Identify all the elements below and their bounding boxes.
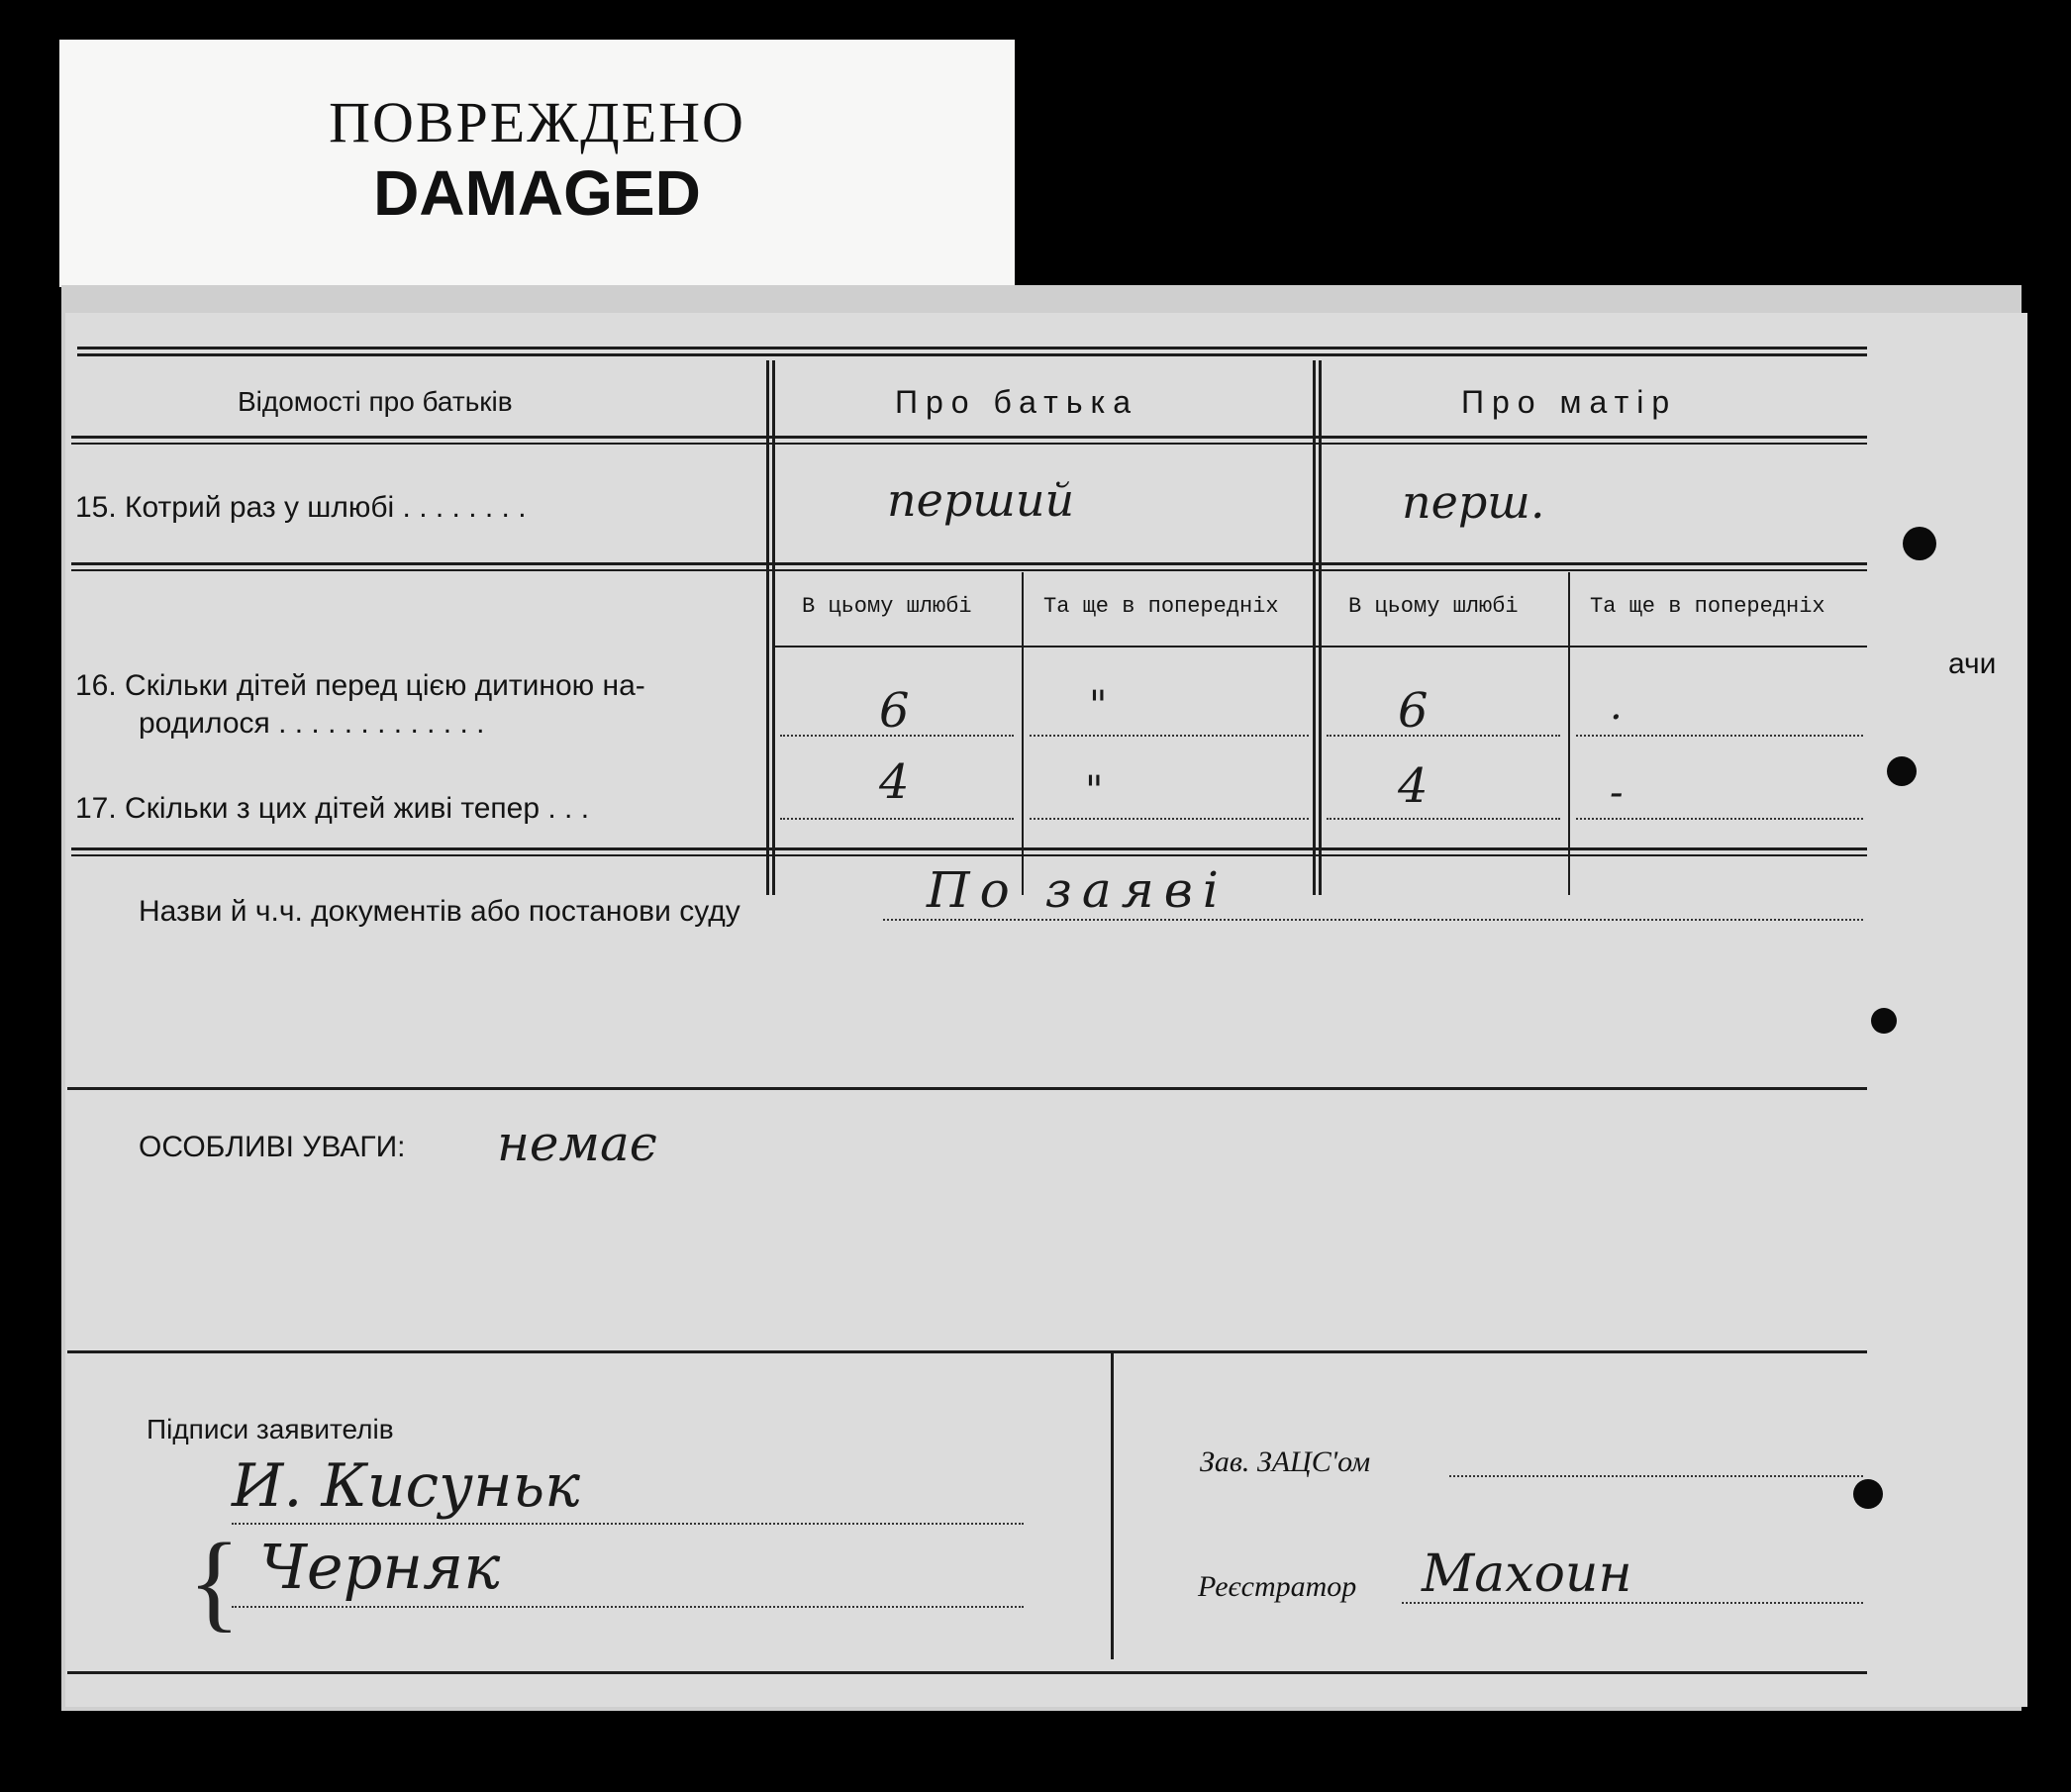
row-17-mother-this: 4 <box>1398 758 1429 814</box>
subheader-father-this: В цьому шлюбі <box>802 594 972 619</box>
punch-hole <box>1871 1008 1897 1034</box>
row-16-label-line1: 16. Скільки дітей перед цією дитиною на- <box>75 669 645 702</box>
edge-text: ачи <box>1948 647 1997 680</box>
registrar-label: Реєстратор <box>1198 1570 1357 1603</box>
document-sheet <box>65 313 2027 1707</box>
row-16-mother-this: 6 <box>1398 683 1429 739</box>
punch-hole <box>1903 527 1936 560</box>
subheader-father-previous: Та ще в попередніх <box>1043 594 1279 619</box>
header-info: Відомості про батьків <box>238 386 513 417</box>
damaged-label-ukrainian: ПОВРЕЖДЕНО <box>329 90 745 154</box>
row-16-mother-prev: . <box>1610 683 1623 729</box>
row-17-father-prev: " <box>1085 768 1104 814</box>
row-15-father-value: перший <box>887 473 1075 527</box>
damaged-label-english: DAMAGED <box>373 157 701 229</box>
notes-value: немає <box>497 1115 657 1172</box>
row-15-mother-value: перш. <box>1402 475 1545 529</box>
applicant-1-signature: И. Кисуньк <box>232 1451 580 1521</box>
row-16-father-this: 6 <box>879 683 910 739</box>
row-17-father-this: 4 <box>879 754 910 810</box>
header-father: Про батька <box>895 384 1138 420</box>
applicant-2-signature: Черняк <box>259 1531 501 1603</box>
subheader-mother-previous: Та ще в попередніх <box>1590 594 1825 619</box>
documents-label: Назви й ч.ч. документів або постанови суду <box>139 895 740 928</box>
subheader-mother-this: В цьому шлюбі <box>1348 594 1519 619</box>
registrar-signature: Махоин <box>1422 1544 1632 1604</box>
head-label: Зав. ЗАЦС'ом <box>1200 1445 1371 1478</box>
row-16-father-prev: " <box>1089 683 1108 729</box>
applicants-brace: { <box>188 1521 241 1642</box>
row-15-label: 15. Котрий раз у шлюбі . . . . . . . . <box>75 491 527 524</box>
damaged-label-card <box>59 40 1015 287</box>
punch-hole <box>1853 1479 1883 1509</box>
header-mother: Про матір <box>1461 384 1678 420</box>
row-16-label-line2: родилося . . . . . . . . . . . . . <box>139 707 485 740</box>
row-17-mother-prev: - <box>1610 770 1624 816</box>
punch-hole <box>1887 756 1917 786</box>
row-17-label: 17. Скільки з цих дітей живі тепер . . . <box>75 792 590 825</box>
documents-value: По заяві <box>927 861 1229 919</box>
notes-label: ОСОБЛИВІ УВАГИ: <box>139 1131 406 1163</box>
applicants-label: Підписи заявителів <box>147 1414 394 1444</box>
